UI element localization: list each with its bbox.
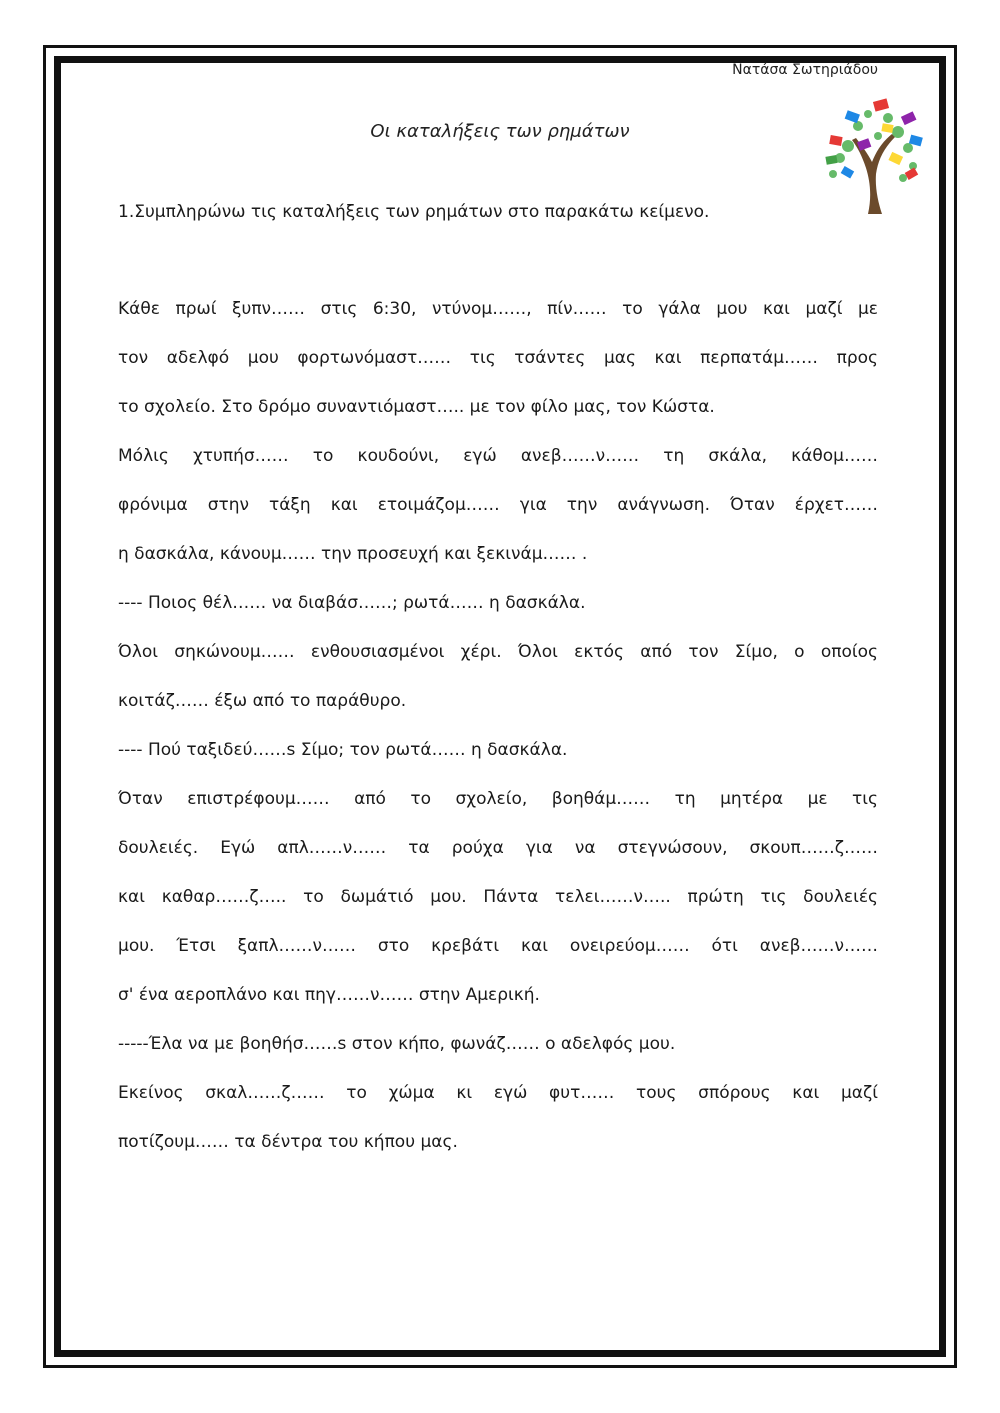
text-line: Κάθε πρωί ξυπν…… στις 6:30, ντύνομ……, πίν…… το γάλα μου και μαζί με: [118, 299, 878, 319]
text-line: σ' ένα αεροπλάνο και πηγ……ν…… στην Αμερική.: [118, 985, 540, 1005]
text-line: μου. Έτσι ξαπλ……ν…… στο κρεβάτι και ονειρεύομ…… ότι ανεβ……ν……: [118, 936, 878, 956]
text-line: η δασκάλα, κάνουμ…… την προσευχή και ξεκινάμ…… .: [118, 544, 588, 564]
author-name: Νατάσα Σωτηριάδου: [732, 62, 878, 78]
text-line: -----Έλα να με βοηθήσ……s στον κήπο, φωνάζ…… ο αδελφός μου.: [118, 1034, 676, 1054]
text-line: ---- Ποιος θέλ…… να διαβάσ……; ρωτά…… η δασκάλα.: [118, 593, 586, 613]
text-line: τον αδελφό μου φορτωνόμαστ…… τις τσάντες μας και περπατάμ…… προς: [118, 348, 878, 368]
book-tree-icon: [818, 96, 928, 216]
text-line: δουλειές. Εγώ απλ……ν…… τα ρούχα για να στεγνώσουν, σκουπ……ζ……: [118, 838, 878, 858]
text-line: ποτίζουμ…… τα δέντρα του κήπου μας.: [118, 1132, 458, 1152]
text-line: Εκείνος σκαλ……ζ…… το χώμα κι εγώ φυτ…… τους σπόρους και μαζί: [118, 1083, 878, 1103]
worksheet-title: Οι καταλήξεις των ρημάτων: [370, 121, 630, 142]
text-line: φρόνιμα στην τάξη και ετοιμάζομ…… για την ανάγνωση. Όταν έρχετ……: [118, 495, 878, 515]
exercise-instruction: 1.Συμπληρώνω τις καταλήξεις των ρημάτων στο παρακάτω κείμενο.: [118, 202, 710, 222]
exercise-text: [118, 290, 878, 1172]
text-line: ---- Πού ταξιδεύ……s Σίμο; τον ρωτά…… η δασκάλα.: [118, 740, 568, 760]
text-line: Όταν επιστρέφουμ…… από το σχολείο, βοηθάμ…… τη μητέρα με τις: [118, 789, 878, 809]
text-line: το σχολείο. Στο δρόμο συναντιόμαστ….. με τον φίλο μας, τον Κώστα.: [118, 397, 715, 417]
text-line: Μόλις χτυπήσ…… το κουδούνι, εγώ ανεβ……ν…… τη σκάλα, κάθομ……: [118, 446, 878, 466]
text-line: και καθαρ……ζ….. το δωμάτιό μου. Πάντα τελει……ν….. πρώτη τις δουλειές: [118, 887, 878, 907]
text-line: κοιτάζ…… έξω από το παράθυρο.: [118, 691, 407, 711]
text-line: Όλοι σηκώνουμ…… ενθουσιασμένοι χέρι. Όλοι εκτός από τον Σίμο, ο οποίος: [118, 642, 878, 662]
